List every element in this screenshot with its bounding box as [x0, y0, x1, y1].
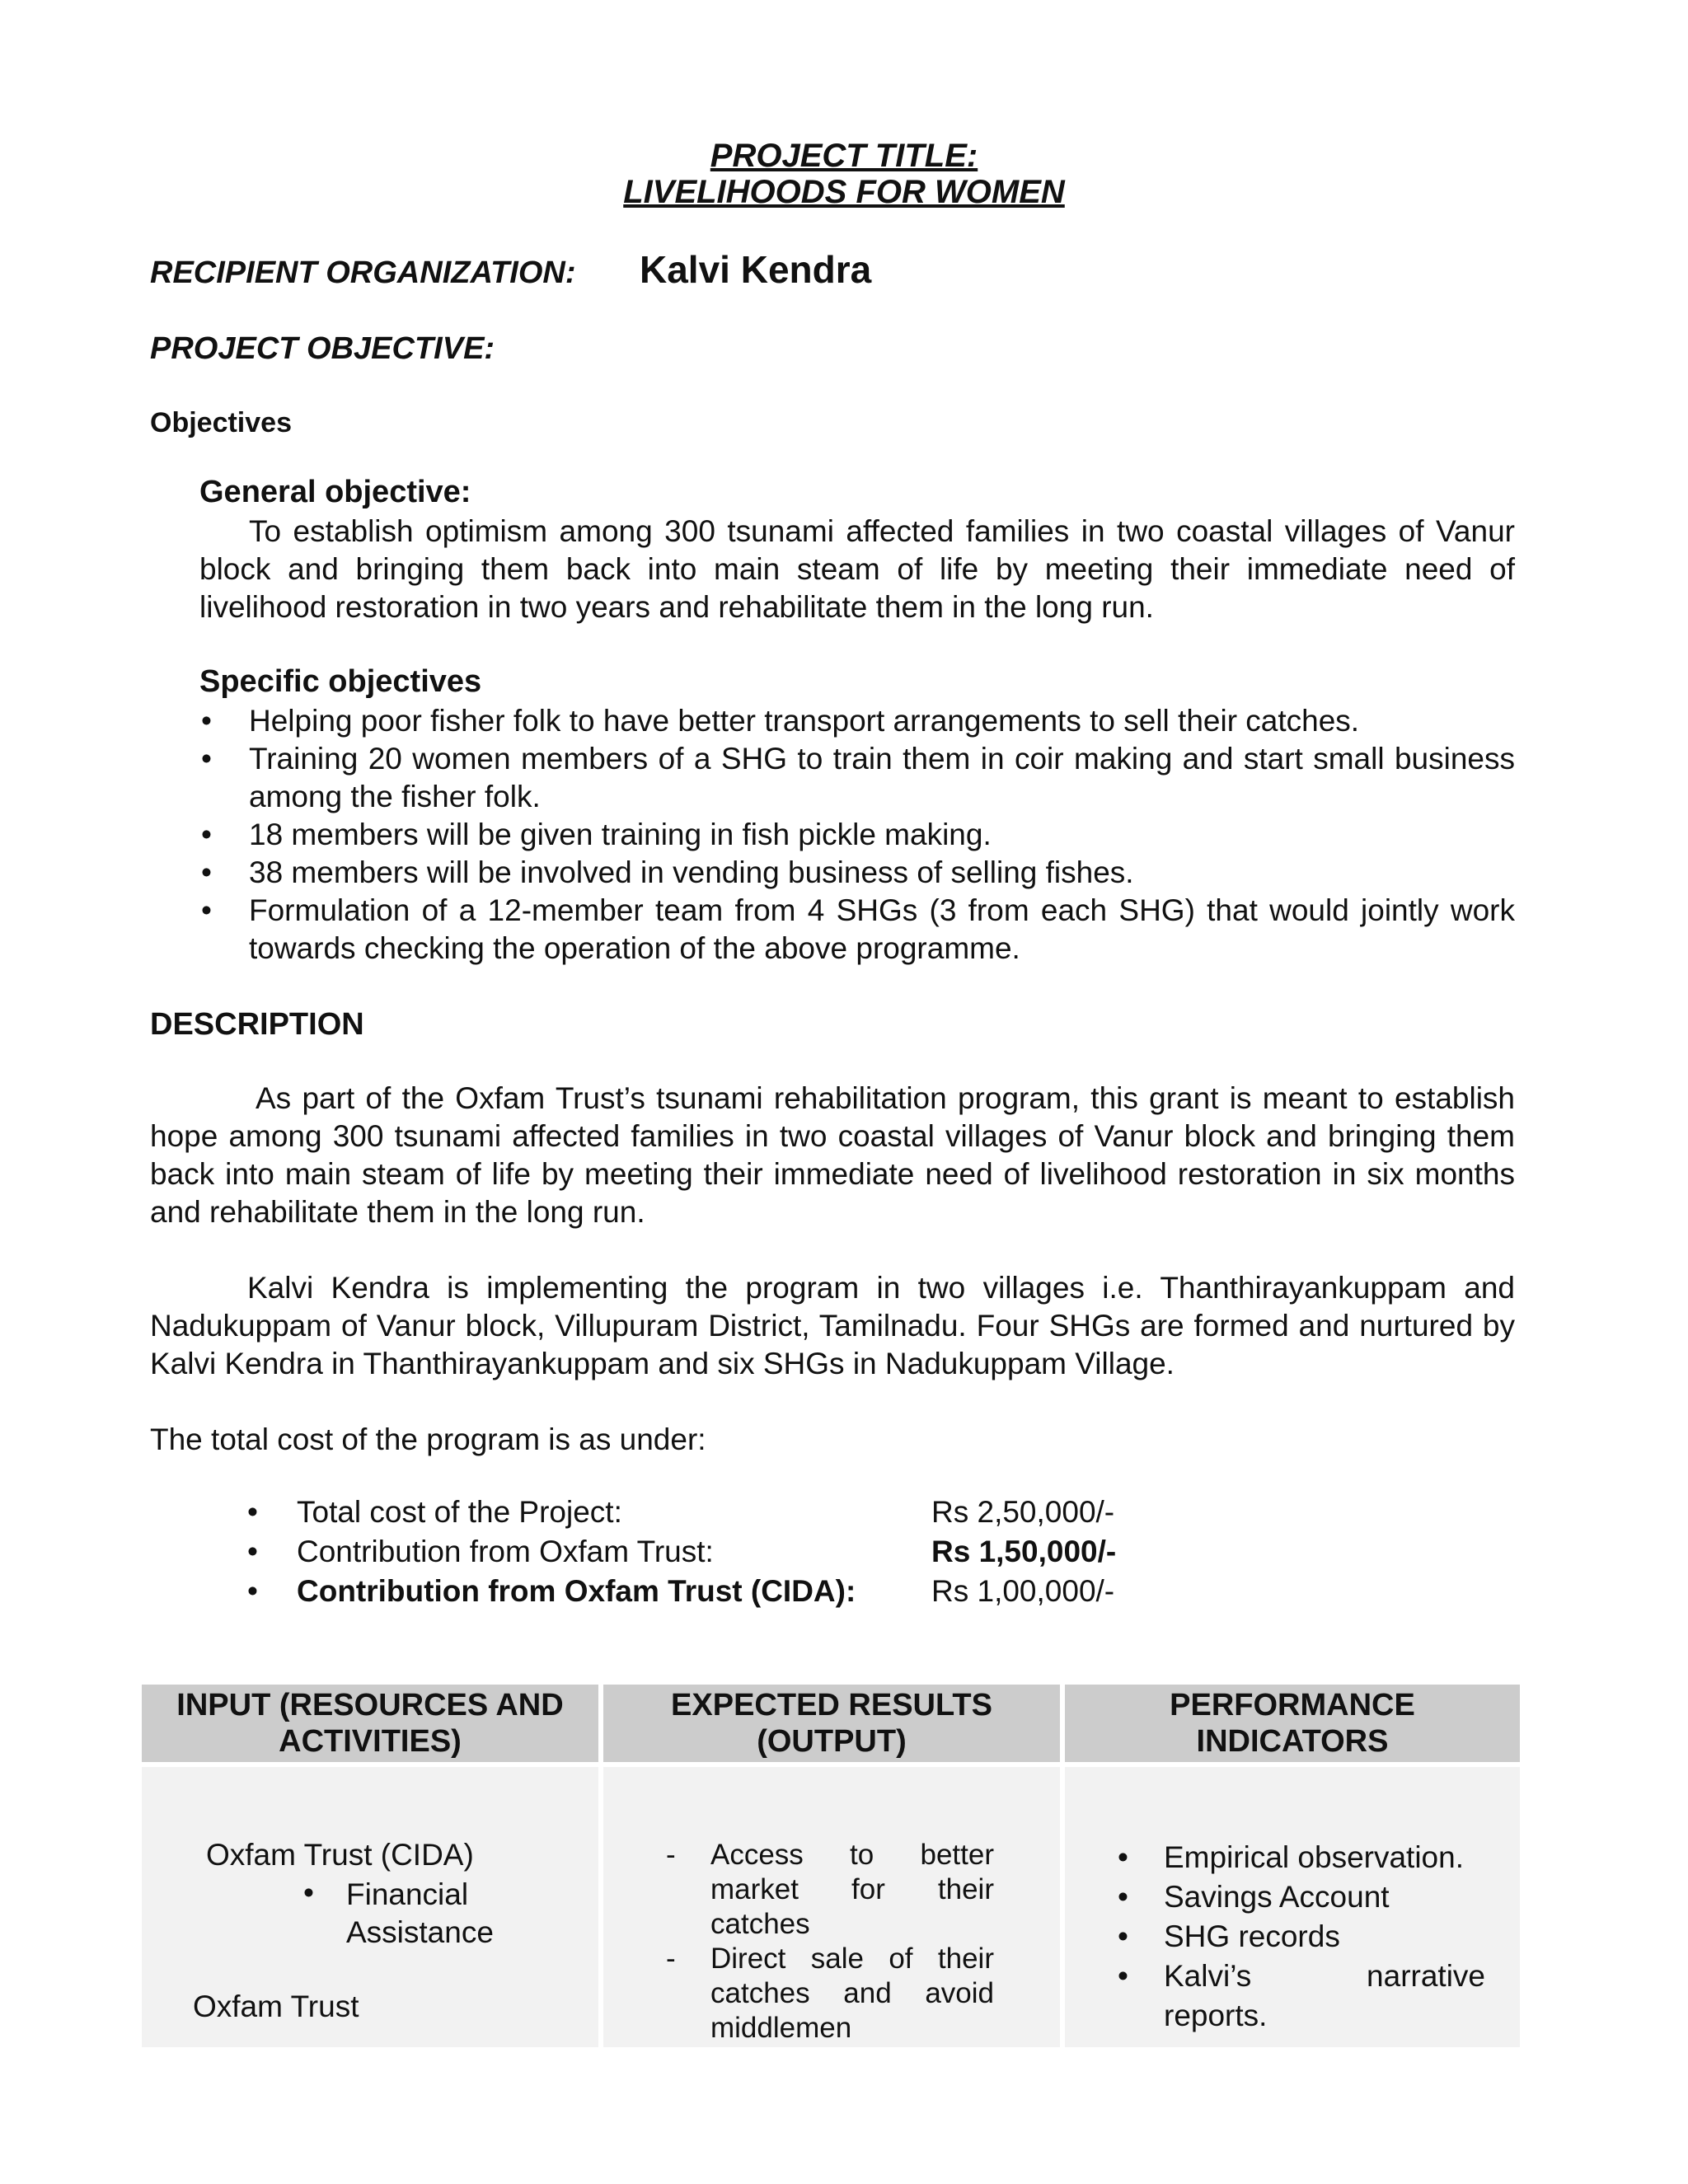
dash-icon: -	[666, 1839, 676, 1871]
header-line: INDICATORS	[1196, 1724, 1389, 1759]
table-header-results	[603, 1685, 1060, 1762]
input-item	[303, 1876, 494, 1949]
list-item: • 38 members will be involved in vending business of selling fishes.	[199, 854, 1515, 892]
table-cell-input	[142, 1767, 598, 2047]
indicator-list	[1118, 1838, 1485, 2036]
input-source: Oxfam Trust (CIDA)	[206, 1838, 474, 1872]
recipient-organization-label: RECIPIENT ORGANIZATION:	[150, 255, 576, 290]
project-title: LIVELIHOODS FOR WOMEN	[623, 174, 1065, 210]
cost-value: Rs 2,50,000/-	[931, 1495, 1115, 1529]
description-paragraph: As part of the Oxfam Trust’s tsunami rehabilitation program, this grant is meant to establish hope among 300 tsunami affected families in two coastal villages of Vanur block and bringing them back into main steam of life by meeting their immediate need of livelihood restoration in six months and rehabilitate them in the long run.	[150, 1081, 1515, 1229]
specific-objectives-heading: Specific objectives	[199, 664, 482, 699]
general-objective-heading: General objective:	[199, 475, 471, 509]
list-item: • Formulation of a 12-member team from 4 SHGs (3 from each SHG) that would jointly work towards checking the operation of the above programme.	[199, 892, 1515, 968]
cost-label: Total cost of the Project:	[297, 1495, 622, 1529]
header-line: INPUT (RESOURCES AND	[176, 1688, 564, 1722]
dash-icon: -	[666, 1943, 676, 1975]
general-objective-text: To establish optimism among 300 tsunami affected families in two coastal villages of Vanur block and bringing them back into main steam of life by meeting their immediate need of livelihood restoration in two years and rehabilitate them in the long run.	[199, 514, 1515, 624]
table-header-input	[142, 1685, 598, 1762]
list-item: • Helping poor fisher folk to have better transport arrangements to sell their catches.	[199, 702, 1515, 740]
input-item-text: Financial Assistance	[346, 1877, 494, 1949]
input-source: Oxfam Trust	[193, 1990, 359, 2023]
table-cell-results	[603, 1767, 1060, 2047]
recipient-organization-value: Kalvi Kendra	[640, 248, 872, 291]
bullet-icon: •	[247, 1535, 258, 1568]
objectives-heading: Objectives	[150, 407, 292, 438]
header-line: PERFORMANCE	[1170, 1688, 1415, 1722]
table-cell-indicators	[1065, 1767, 1520, 2047]
project-title-label: PROJECT TITLE:	[710, 138, 978, 174]
list-item: • Kalvi’s narrative reports.	[1118, 1957, 1485, 2036]
header-line: (OUTPUT)	[757, 1724, 907, 1759]
description-paragraph: The total cost of the program is as under:	[150, 1422, 706, 1456]
list-item: • Savings Account	[1118, 1877, 1485, 1917]
description-paragraph: Kalvi Kendra is implementing the program in two villages i.e. Thanthirayankuppam and Nadukuppam of Vanur block, Villupuram District, Tamilnadu. Four SHGs are formed and nurtured by Kalvi Kendra in Thanthirayankuppam and six SHGs in Nadukuppam Village.	[150, 1271, 1515, 1380]
bullet-icon: •	[247, 1574, 258, 1608]
result-item	[666, 1942, 994, 2046]
list-item: • Empirical observation.	[1118, 1838, 1485, 1877]
description-heading: DESCRIPTION	[150, 1007, 364, 1042]
list-item: • Training 20 women members of a SHG to train them in coir making and start small business among the fisher folk.	[199, 740, 1515, 816]
result-text: Access to better market for their catches	[710, 1839, 994, 1940]
project-objective-label: PROJECT OBJECTIVE:	[150, 331, 495, 366]
result-item	[666, 1838, 994, 1942]
cost-value: Rs 1,00,000/-	[931, 1574, 1115, 1608]
result-text: Direct sale of their catches and avoid middlemen	[710, 1943, 994, 2044]
bullet-icon: •	[303, 1876, 314, 1910]
cost-label: Contribution from Oxfam Trust:	[297, 1535, 714, 1568]
header-line: EXPECTED RESULTS	[671, 1688, 992, 1722]
table-header-indicators	[1065, 1685, 1520, 1762]
specific-objectives-list	[199, 702, 1515, 968]
list-item: • 18 members will be given training in fish pickle making.	[199, 816, 1515, 854]
cost-value: Rs 1,50,000/-	[931, 1535, 1117, 1568]
list-item: • SHG records	[1118, 1917, 1485, 1957]
cost-label: Contribution from Oxfam Trust (CIDA):	[297, 1574, 856, 1608]
bullet-icon: •	[247, 1495, 258, 1529]
header-line: ACTIVITIES)	[279, 1724, 462, 1759]
